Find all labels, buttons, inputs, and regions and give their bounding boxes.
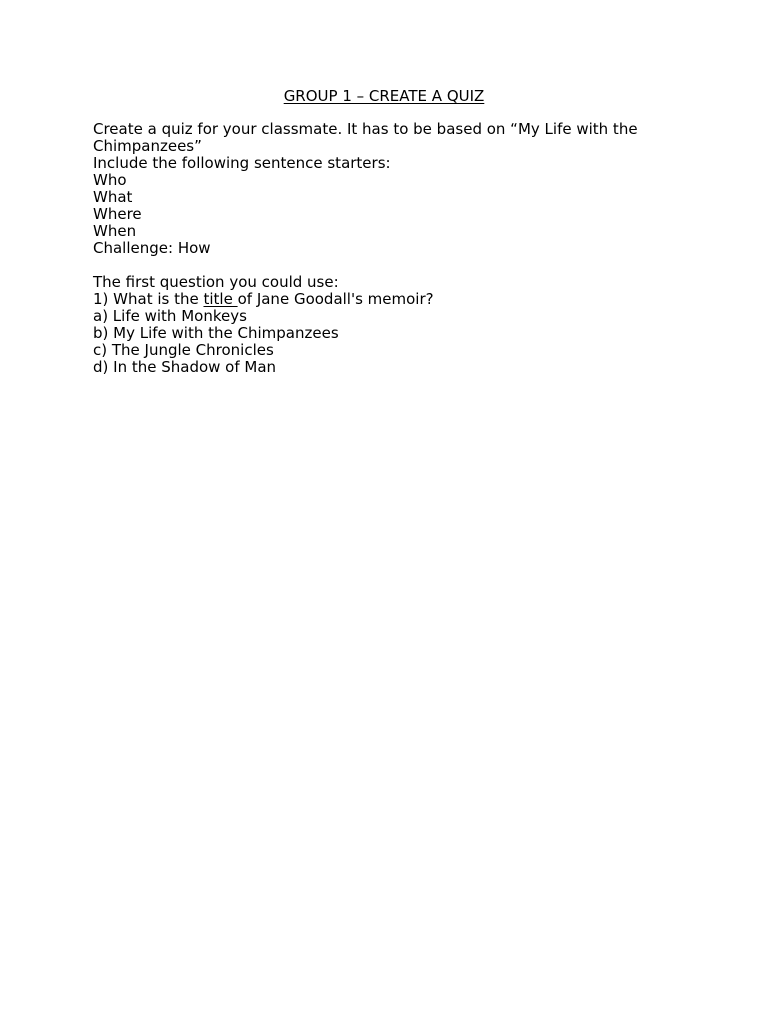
starter-where: Where [93,205,142,223]
starter-challenge: Challenge: How [93,239,211,257]
instruction-line-3: Include the following sentence starters: [93,154,391,172]
instruction-line-2: Chimpanzees” [93,137,202,155]
instructions-block [93,121,693,257]
sample-question-block [93,274,693,376]
starter-who: Who [93,171,127,189]
option-c: c) The Jungle Chronicles [93,341,274,359]
option-a: a) Life with Monkeys [93,307,247,325]
sample-question-text [93,291,693,308]
question-prefix: 1) What is the [93,290,204,308]
starter-what: What [93,188,133,206]
option-b: b) My Life with the Chimpanzees [93,324,339,342]
starter-when: When [93,222,137,240]
title-text: GROUP 1 – CREATE A QUIZ [283,87,485,105]
option-d: d) In the Shadow of Man [93,358,277,376]
question-underlined-word: title [203,290,238,308]
instruction-line-1: Create a quiz for your classmate. It has to be based on “My Life with the [93,120,638,138]
sample-question-intro: The first question you could use: [93,273,339,291]
document-title [0,87,768,105]
question-suffix: of Jane Goodall's memoir? [237,290,434,308]
